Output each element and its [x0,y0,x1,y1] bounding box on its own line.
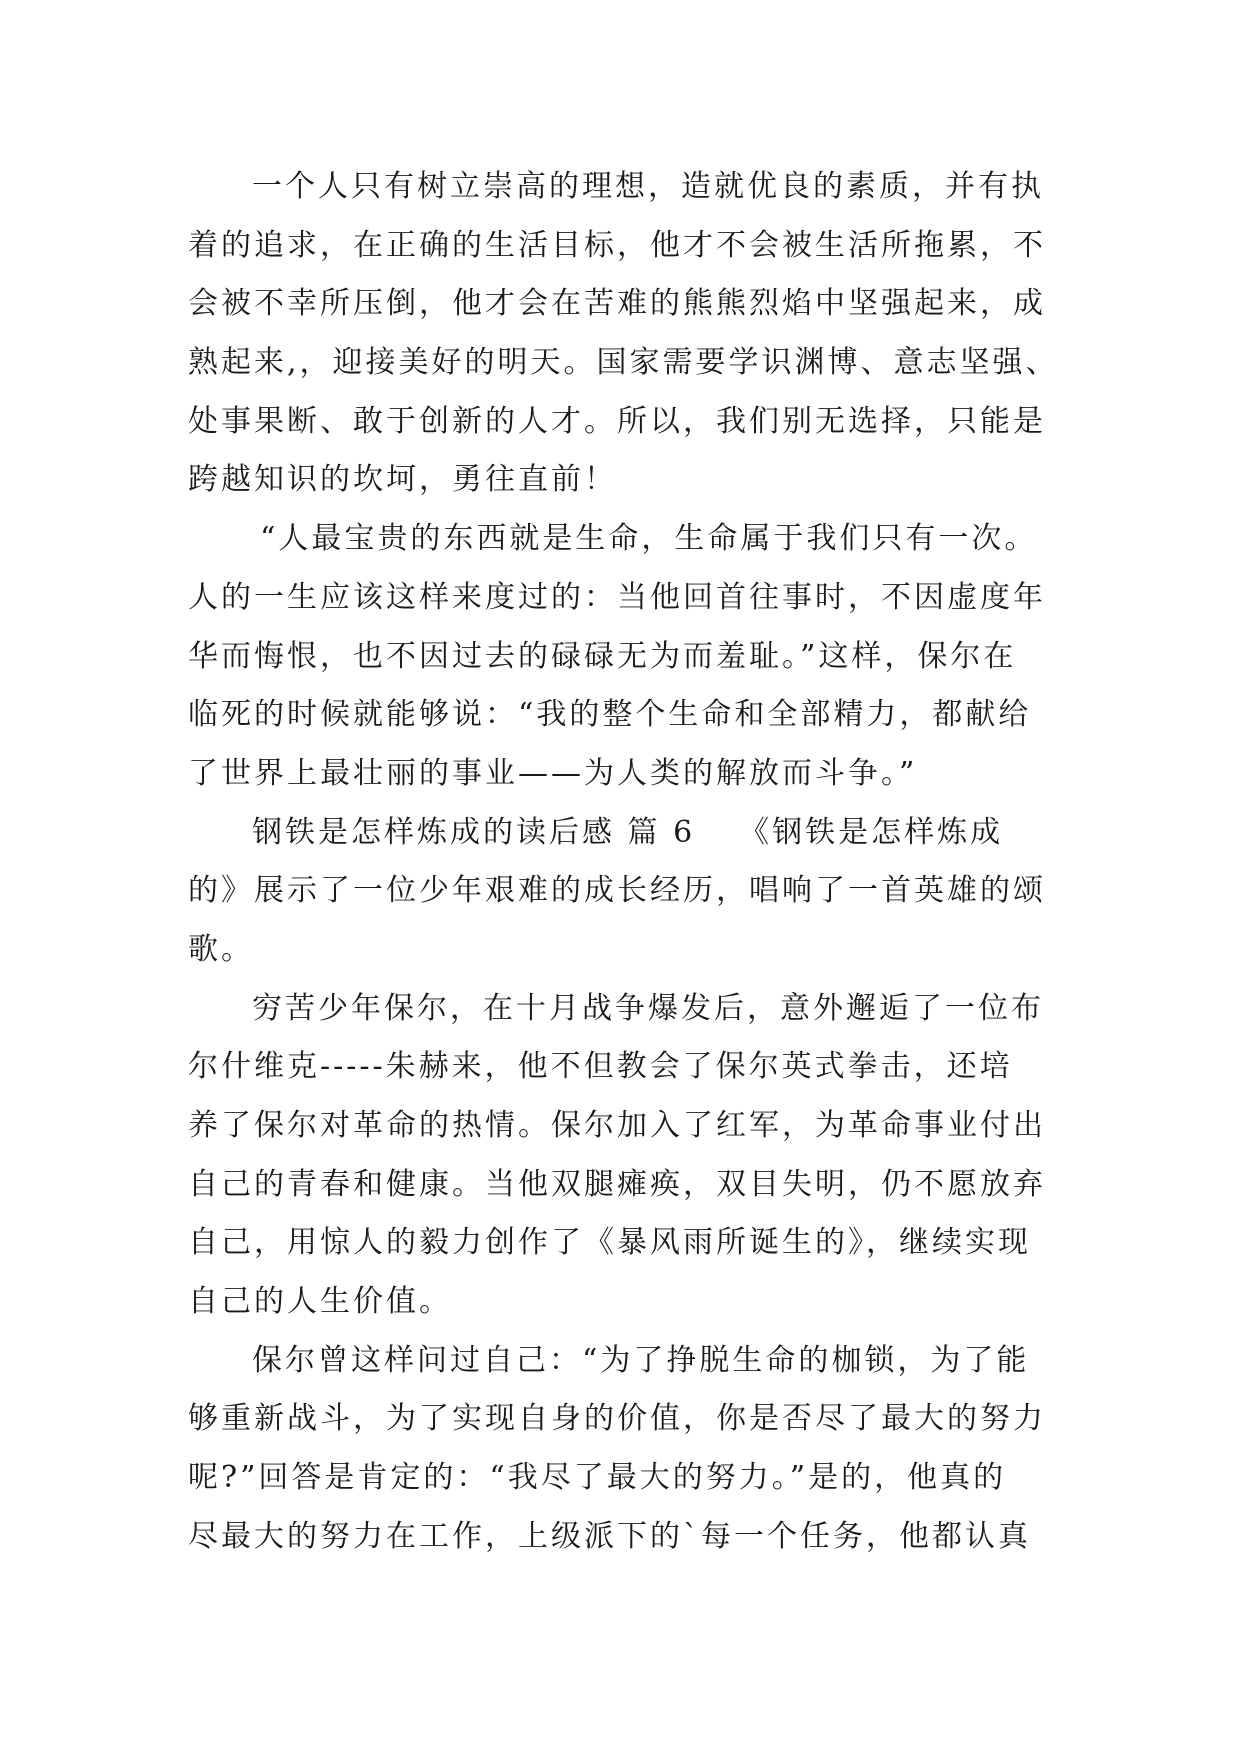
paragraph [188,980,1058,1332]
paragraph [188,510,1058,803]
text-line: 够重新战斗，为了实现自身的价值，你是否尽了最大的努力 [188,1401,1046,1437]
text-line: 了世界上最壮丽的事业——为人类的解放而斗争。” [188,755,918,791]
text-line: 处事果断、敢于创新的人才。所以，我们别无选择，只能是 [188,403,1046,439]
section-heading: 钢铁是怎样炼成的读后感 篇 6 [252,814,696,850]
text-line: 养了保尔对革命的热情。保尔加入了红军，为革命事业付出 [188,1108,1046,1143]
paragraph [188,158,1058,510]
text-line: “人最宝贵的东西就是生命，生命属于我们只有一次。 [260,521,1038,557]
section-heading-line [188,804,1058,863]
paragraph [188,804,1058,980]
text-line: 着的追求，在正确的生活目标，他才不会被生活所拖累，不 [188,227,1046,263]
text-line: 尽最大的努力在工作，上级派下的`每一个任务，他都认真 [188,1518,1031,1554]
text-line: 自己，用惊人的毅力创作了《暴风雨所诞生的》，继续实现 [188,1225,1031,1261]
text-line: 歌。 [188,931,254,967]
document-body [188,158,1058,1567]
text-line: 穷苦少年保尔，在十月战争爆发后，意外邂逅了一位布 [252,990,1044,1026]
book-title-text: 《钢铁是怎样炼成 [739,814,1004,850]
text-line: 一个人只有树立崇高的理想，造就优良的素质，并有执 [252,169,1044,204]
text-line: 跨越知识的坎坷，勇往直前！ [188,462,617,498]
text-line: 华而悔恨，也不因过去的碌碌无为而羞耻。”这样，保尔在 [188,638,1017,674]
text-line: 的》展示了一位少年艰难的成长经历，唱响了一首英雄的颂 [188,873,1046,909]
text-line: 自己的人生价值。 [188,1284,452,1320]
text-line: 熟起来,，迎接美好的明天。国家需要学识渊博、意志坚强、 [188,345,1059,381]
text-line: 保尔曾这样问过自己：“为了挣脱生命的枷锁，为了能 [252,1342,1030,1378]
text-line: 尔什维克-----朱赫来，他不但教会了保尔英式拳击，还培 [188,1049,1013,1085]
text-line: 会被不幸所压倒，他才会在苦难的熊熊烈焰中坚强起来，成 [188,286,1046,322]
paragraph [188,1332,1058,1567]
text-line: 临死的时候就能够说：“我的整个生命和全部精力，都献给 [188,697,1032,733]
text-line: 呢?”回答是肯定的：“我尽了最大的努力。”是的，他真的 [188,1460,1007,1496]
text-line: 自己的青春和健康。当他双腿瘫痪，双目失明，仍不愿放弃 [188,1166,1046,1202]
text-line: 人的一生应该这样来度过的：当他回首往事时，不因虚度年 [188,579,1046,615]
